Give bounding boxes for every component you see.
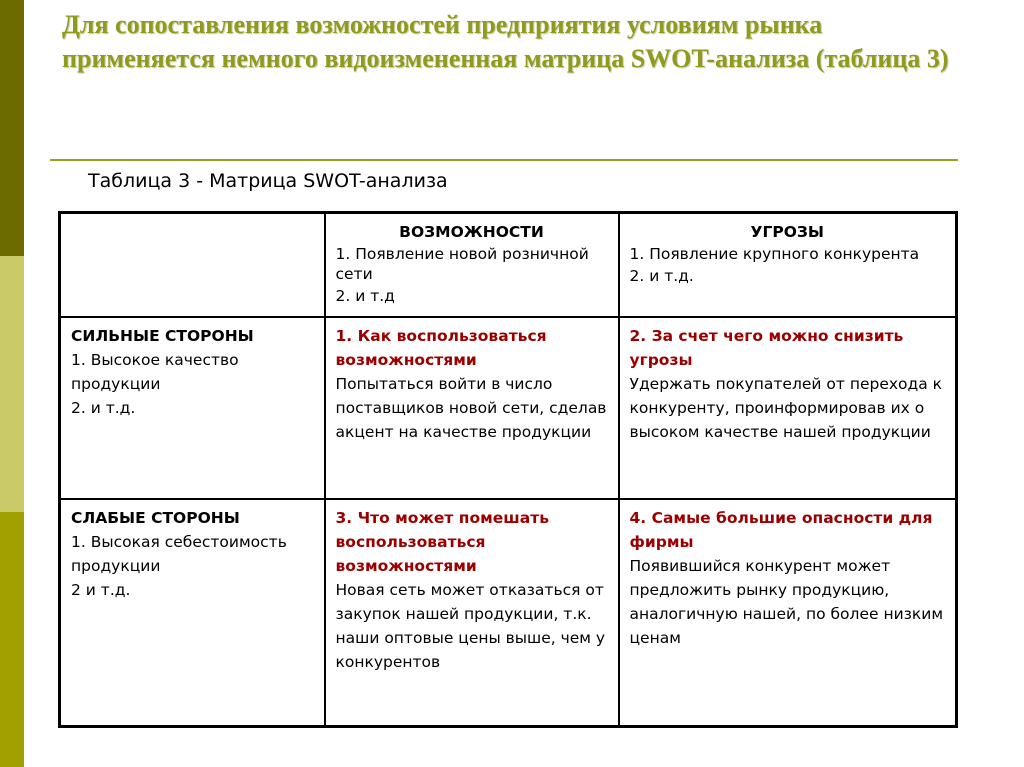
wo-cell (325, 499, 619, 727)
cell-text: Попытаться войти в число поставщиков новой сети, сделав акцент на качестве продукции (335, 374, 607, 441)
header-item: 1. Появление новой розничной сети (335, 245, 589, 283)
row-item: 1. Высокая себестоимость продукции (71, 532, 287, 575)
table-row (60, 317, 957, 499)
row-title: СИЛЬНЫЕ СТОРОНЫ (71, 326, 254, 345)
title-divider (50, 159, 958, 161)
cell-text: Новая сеть может отказаться от закупок нашей продукции, т.к. наши оптовые цены выше, чем у конкурентов (335, 580, 606, 671)
header-item: 2. и т.д. (629, 267, 694, 285)
header-item: 1. Появление крупного конкурента (629, 245, 920, 263)
header-title: УГРОЗЫ (750, 223, 824, 241)
cell-heading: 1. Как воспользоваться возможностями (335, 326, 547, 369)
slide-title: Для сопоставления возможностей предприятия условиям рынка применяется немного видоизмененная матрица SWOT-анализа (таблица 3) (62, 10, 949, 73)
decor-bar-light (0, 256, 24, 512)
threats-header (619, 213, 957, 317)
wt-cell (619, 499, 957, 727)
cell-heading: 4. Самые большие опасности для фирмы (629, 508, 933, 551)
table-caption: Таблица 3 - Матрица SWOT-анализа (88, 170, 448, 192)
cell-text: Появившийся конкурент может предложить рынку продукцию, аналогичную нашей, по более низким ценам (629, 556, 944, 647)
row-item: 2. и т.д. (71, 398, 136, 417)
table-row (60, 499, 957, 727)
empty-corner-cell (60, 213, 325, 317)
cell-text: Удержать покупателей от перехода к конкуренту, проинформировав их о высоком качестве нашей продукции (629, 374, 943, 441)
row-item: 2 и т.д. (71, 580, 131, 599)
row-item: 1. Высокое качество продукции (71, 350, 239, 393)
cell-heading: 3. Что может помешать воспользоваться возможностями (335, 508, 550, 575)
table-header-row (60, 213, 957, 317)
decor-bar-mid (0, 512, 24, 767)
decor-bar-dark (0, 0, 24, 256)
st-cell (619, 317, 957, 499)
so-cell (325, 317, 619, 499)
cell-heading: 2. За счет чего можно снизить угрозы (629, 326, 904, 369)
header-title: ВОЗМОЖНОСТИ (399, 223, 544, 241)
strengths-cell (60, 317, 325, 499)
header-item: 2. и т.д (335, 287, 395, 305)
swot-table (58, 211, 958, 728)
opportunities-header (325, 213, 619, 317)
row-title: СЛАБЫЕ СТОРОНЫ (71, 508, 240, 527)
weaknesses-cell (60, 499, 325, 727)
